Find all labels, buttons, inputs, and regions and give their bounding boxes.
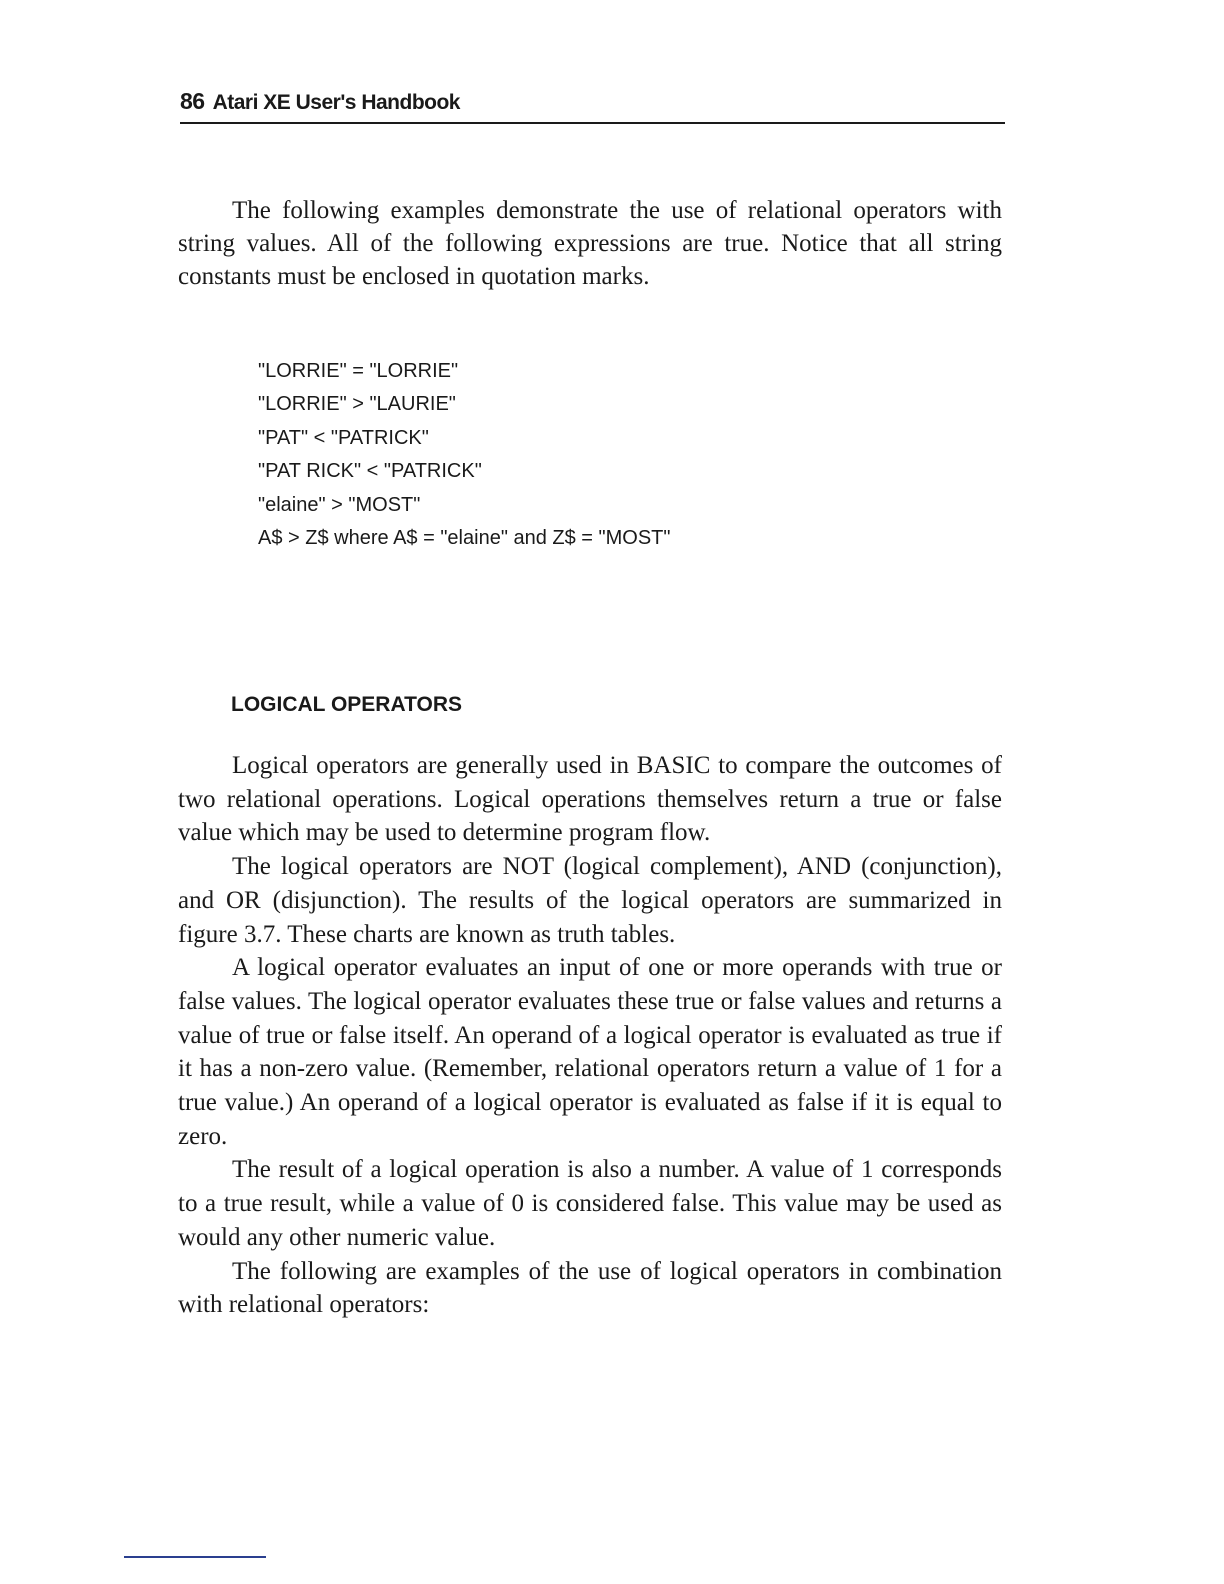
example-line: "PAT" < "PATRICK" (258, 426, 429, 449)
example-line: A$ > Z$ where A$ = "elaine" and Z$ = "MOST" (258, 527, 671, 550)
body-paragraph: Logical operators are generally used in BASIC to compare the outcomes of two relational operations. Logical operations themselves return a true or false value which may be used to determine program flow. (178, 752, 1002, 847)
example-line: "LORRIE" = "LORRIE" (258, 360, 459, 382)
body-paragraph: The following are examples of the use of logical operators in combination with relational operators: (178, 1257, 1002, 1319)
example-line: "LORRIE" > "LAURIE" (258, 393, 456, 416)
intro-paragraph-block (178, 194, 1002, 293)
section-body (178, 749, 1002, 1322)
body-paragraph: The result of a logical operation is also a number. A value of 1 corresponds to a true result, while a value of 0 is considered false. This value may be used as would any other numeric value. (178, 1156, 1002, 1251)
example-line: "PAT RICK" < "PATRICK" (258, 460, 482, 483)
body-paragraph: The logical operators are NOT (logical complement), AND (conjunction), and OR (disjunction). The results of the logical operators are summarized in figure 3.7. These charts are known as truth tables. (178, 853, 1002, 948)
book-title: Atari XE User's Handbook (212, 91, 460, 114)
footnote-rule (124, 1556, 266, 1558)
intro-paragraph: The following examples demonstrate the use of relational operators with string values. All of the following expressions are true. Notice that all string constants must be enclosed in quotation marks. (178, 197, 1002, 290)
section-heading: LOGICAL OPERATORS (231, 693, 463, 716)
page-number: 86 (180, 88, 205, 114)
string-comparison-examples (258, 355, 671, 555)
example-line: "elaine" > "MOST" (258, 493, 421, 516)
running-header (180, 88, 1005, 124)
body-paragraph: A logical operator evaluates an input of one or more operands with true or false values. The logical operator evaluates these true or false values and returns a value of true or false itself. An operand of a logical operator is evaluated as true if it has a non-zero value. (Remember, relational operators return a value of 1 for a true value.) An operand of a logical operator is evaluated as false if it is equal to zero. (178, 954, 1002, 1150)
